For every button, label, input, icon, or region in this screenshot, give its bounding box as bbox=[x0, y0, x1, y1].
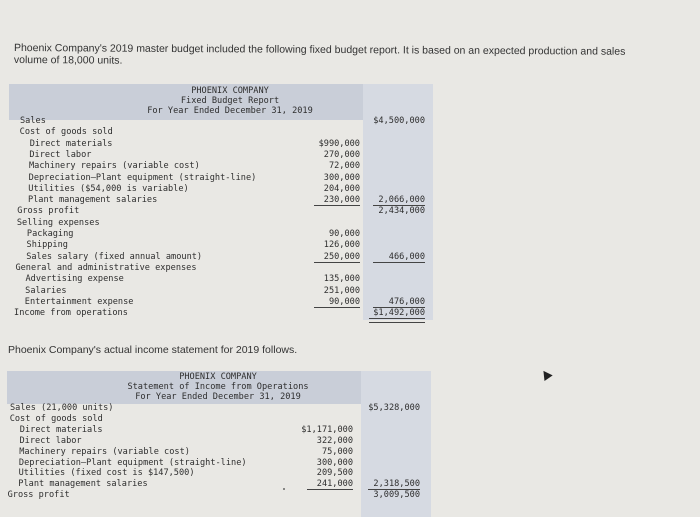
row-amount: $990,000 bbox=[318, 138, 360, 149]
row-label: Sales (21,000 units) bbox=[10, 403, 114, 413]
row-label: Gross profit bbox=[7, 490, 70, 501]
row-label: Direct labor bbox=[29, 149, 92, 160]
row-amount: 230,000 bbox=[323, 195, 360, 206]
row-amount: 90,000 bbox=[328, 296, 360, 307]
row-amount: $1,171,000 bbox=[301, 424, 353, 435]
actual-period: For Year Ended December 31, 2019 bbox=[135, 392, 301, 402]
row-amount: 126,000 bbox=[323, 240, 360, 251]
fixed-budget-company: PHOENIX COMPANY bbox=[191, 86, 269, 96]
total-double-underline bbox=[369, 318, 425, 323]
row-label: Depreciation—Plant equipment (straight-line) bbox=[18, 457, 247, 468]
actual-intro-text: Phoenix Company's actual income statement for 2019 follows. bbox=[8, 344, 298, 356]
row-label: Direct materials bbox=[29, 138, 113, 149]
row-amount: 135,000 bbox=[323, 274, 360, 285]
row-label: Direct materials bbox=[19, 424, 103, 435]
row-total: 3,009,500 bbox=[373, 490, 420, 501]
intro-line-1: Phoenix Company's 2019 master budget included the following fixed budget report. It is based on an expected production and sales bbox=[13, 42, 626, 58]
row-label: Direct labor bbox=[19, 435, 82, 446]
actual-company: PHOENIX COMPANY bbox=[179, 372, 257, 382]
subtotal-underline bbox=[314, 205, 360, 206]
mouse-cursor-icon bbox=[539, 368, 552, 381]
row-total: $1,492,000 bbox=[373, 308, 425, 319]
fixed-budget-period: For Year Ended December 31, 2019 bbox=[147, 106, 313, 116]
row-label: Plant management salaries bbox=[18, 479, 148, 490]
row-amount: 300,000 bbox=[316, 457, 353, 468]
row-label: Cost of goods sold bbox=[19, 127, 113, 138]
row-amount: 75,000 bbox=[321, 446, 353, 457]
row-amount: 250,000 bbox=[323, 251, 360, 262]
total-underline bbox=[368, 489, 420, 490]
row-amount: 270,000 bbox=[323, 149, 360, 160]
row-total: 2,066,000 bbox=[378, 195, 425, 206]
row-label: Utilities (fixed cost is $147,500) bbox=[18, 468, 195, 479]
row-label: Advertising expense bbox=[25, 274, 124, 285]
row-label: Utilities ($54,000 is variable) bbox=[28, 183, 189, 194]
row-label: Shipping bbox=[26, 240, 68, 251]
total-underline bbox=[373, 307, 425, 308]
row-label: Gross profit bbox=[17, 206, 80, 217]
row-label: Plant management salaries bbox=[27, 195, 158, 206]
row-total: 466,000 bbox=[388, 251, 425, 262]
intro-text bbox=[14, 42, 684, 70]
row-total: 476,000 bbox=[388, 296, 425, 307]
row-total: $4,500,000 bbox=[373, 116, 425, 126]
total-underline bbox=[373, 262, 425, 263]
row-label: General and administrative expenses bbox=[15, 262, 197, 273]
fixed-budget-title: Fixed Budget Report bbox=[180, 96, 280, 106]
row-label: Sales salary (fixed annual amount) bbox=[26, 251, 203, 262]
total-underline bbox=[373, 205, 425, 206]
row-total: 2,434,000 bbox=[378, 206, 425, 217]
row-amount: 204,000 bbox=[323, 183, 360, 194]
row-label: Machinery repairs (variable cost) bbox=[19, 446, 190, 457]
row-label: Entertainment expense bbox=[24, 296, 134, 307]
row-label: Machinery repairs (variable cost) bbox=[29, 161, 200, 172]
row-amount: 72,000 bbox=[328, 161, 360, 172]
row-amount: 322,000 bbox=[316, 435, 353, 446]
row-amount: 251,000 bbox=[323, 285, 360, 296]
subtotal-underline bbox=[314, 262, 360, 263]
row-amount: 209,500 bbox=[316, 468, 353, 479]
row-label: Depreciation—Plant equipment (straight-line) bbox=[28, 172, 257, 183]
row-total: 2,318,500 bbox=[373, 479, 420, 490]
actual-title: Statement of Income from Operations bbox=[127, 382, 309, 392]
row-label: Selling expenses bbox=[16, 217, 100, 228]
row-amount: 241,000 bbox=[316, 479, 353, 490]
row-amount: 300,000 bbox=[323, 172, 360, 183]
stray-dot bbox=[283, 488, 285, 490]
row-label: Packaging bbox=[26, 229, 74, 239]
row-total: $5,328,000 bbox=[368, 403, 420, 413]
row-label: Cost of goods sold bbox=[9, 413, 103, 424]
row-label: Income from operations bbox=[14, 308, 128, 319]
subtotal-underline bbox=[314, 307, 360, 308]
intro-line-2: volume of 18,000 units. bbox=[13, 53, 123, 67]
row-amount: 90,000 bbox=[328, 229, 360, 239]
row-label: Salaries bbox=[25, 285, 67, 296]
row-label: Sales bbox=[20, 116, 46, 126]
subtotal-underline bbox=[307, 489, 353, 490]
